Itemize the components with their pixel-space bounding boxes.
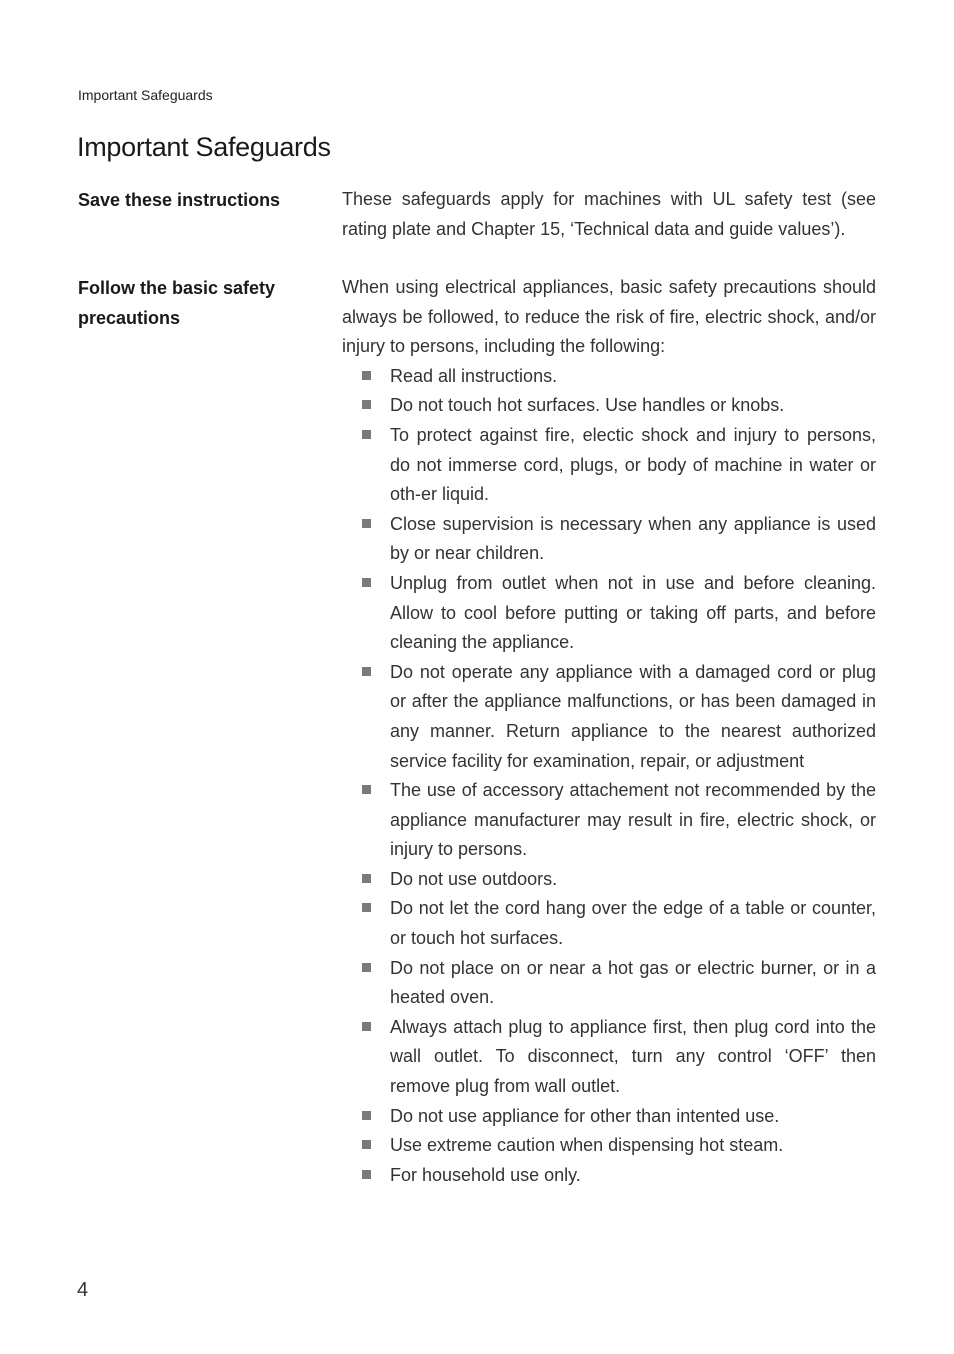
square-bullet-icon xyxy=(362,963,371,972)
square-bullet-icon xyxy=(362,430,371,439)
list-item-text: Do not place on or near a hot gas or electric burner, or in a heated oven. xyxy=(390,957,876,1008)
list-item xyxy=(342,1102,876,1132)
square-bullet-icon xyxy=(362,400,371,409)
square-bullet-icon xyxy=(362,1111,371,1120)
list-item xyxy=(342,569,876,658)
list-item xyxy=(342,776,876,865)
list-item-text: Unplug from outlet when not in use and before cleaning. Allow to cool before putting or taking off parts, and before cleaning the appliance. xyxy=(390,572,876,653)
section-body xyxy=(342,273,876,1190)
list-item-text: To protect against fire, electic shock and injury to persons, do not immerse cord, plugs, or body of machine in water or oth-er liquid. xyxy=(390,424,876,505)
square-bullet-icon xyxy=(362,578,371,587)
running-header: Important Safeguards xyxy=(78,87,213,103)
square-bullet-icon xyxy=(362,903,371,912)
list-item-text: Close supervision is necessary when any appliance is used by or near children. xyxy=(390,513,876,564)
square-bullet-icon xyxy=(362,1170,371,1179)
list-item xyxy=(342,421,876,510)
list-item xyxy=(342,1013,876,1102)
list-item xyxy=(342,391,876,421)
list-item-text: Do not touch hot surfaces. Use handles or knobs. xyxy=(390,395,785,416)
page-title: Important Safeguards xyxy=(77,132,331,162)
list-item-text: Read all instructions. xyxy=(390,365,558,386)
square-bullet-icon xyxy=(362,371,371,380)
list-item-text: Do not let the cord hang over the edge of a table or counter, or touch hot surfaces. xyxy=(390,898,876,949)
list-item-text: Do not use outdoors. xyxy=(390,868,558,889)
square-bullet-icon xyxy=(362,874,371,883)
list-item-text: Do not operate any appliance with a damaged cord or plug or after the appliance malfunctions, or has been damaged in any manner. Return appliance to the nearest authorized service facility for examination, repair, or adjustment xyxy=(390,661,876,771)
list-item-text: Use extreme caution when dispensing hot steam. xyxy=(390,1135,784,1156)
section-label: Save these instructions xyxy=(78,190,281,210)
section-text: These safeguards apply for machines with UL safety test (see rating plate and Chapter 15, ‘Technical data and guide values’). xyxy=(342,189,876,239)
list-item xyxy=(342,1161,876,1191)
square-bullet-icon xyxy=(362,1022,371,1031)
section-label: Follow the basic safety precautions xyxy=(78,278,276,328)
precautions-list xyxy=(342,362,876,1191)
list-item xyxy=(342,362,876,392)
section-intro-text: When using electrical appliances, basic safety precautions should always be followed, to reduce the risk of fire, electric shock, and/or injury to persons, including the following: xyxy=(342,277,876,357)
list-item xyxy=(342,1131,876,1161)
list-item xyxy=(342,510,876,569)
list-item-text: Do not use appliance for other than intented use. xyxy=(390,1105,780,1126)
square-bullet-icon xyxy=(362,785,371,794)
list-item xyxy=(342,658,876,776)
list-item xyxy=(342,865,876,895)
page-number: 4 xyxy=(77,1279,89,1301)
list-item-text: For household use only. xyxy=(390,1164,581,1185)
list-item xyxy=(342,954,876,1013)
square-bullet-icon xyxy=(362,519,371,528)
square-bullet-icon xyxy=(362,1140,371,1149)
section-body xyxy=(342,185,876,244)
square-bullet-icon xyxy=(362,667,371,676)
list-item-text: The use of accessory attachement not recommended by the appliance manufacturer may result in fire, electric shock, or injury to persons. xyxy=(390,780,876,860)
list-item-text: Always attach plug to appliance first, then plug cord into the wall outlet. To disconnect, turn any control ‘OFF’ then remove plug from wall outlet. xyxy=(390,1016,876,1097)
list-item xyxy=(342,894,876,953)
